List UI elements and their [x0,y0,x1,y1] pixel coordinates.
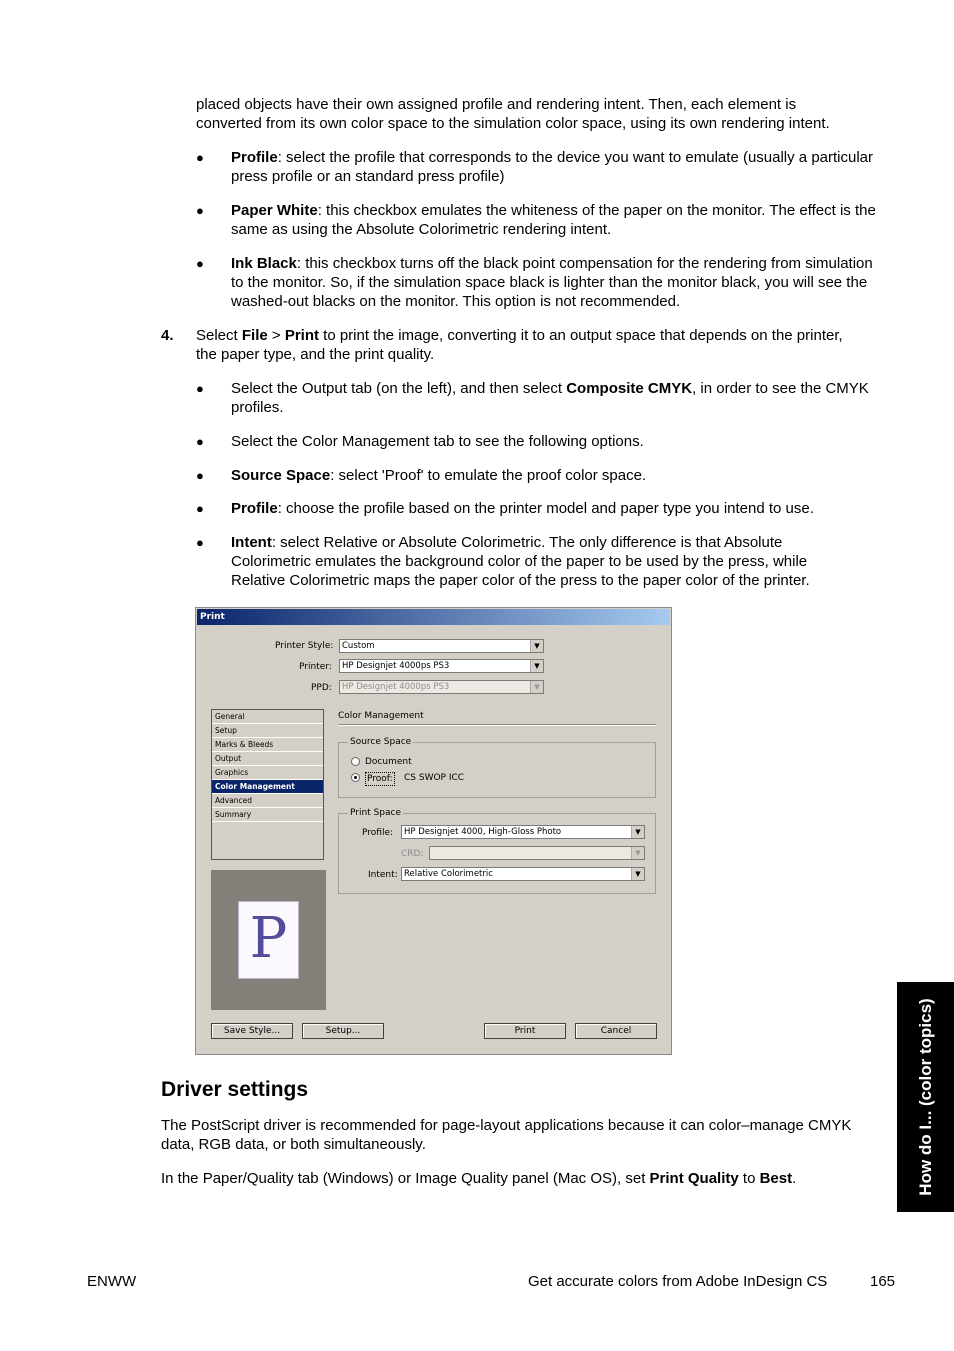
intent-dropdown[interactable]: Relative Colorimetric ▼ [401,867,645,881]
bullet-output-tab: Select the Output tab (on the left), and then select Composite CMYK, in order to see the CMYK profiles. [231,380,869,416]
nav-item-marks-bleeds[interactable]: Marks & Bleeds [212,738,323,752]
nav-item-advanced[interactable]: Advanced [212,794,323,808]
preview-page: P [238,901,299,979]
chevron-down-icon: ▼ [631,847,644,859]
bullet-dot: ● [196,150,204,165]
bullet-dot: ● [196,203,204,218]
bullet-profile: Profile: select the profile that corresponds to the device you want to emulate (usually a particular press profile or an standard press profile) [231,149,874,185]
radio-document[interactable] [351,757,360,766]
radio-proof-label: Proof: [367,774,393,784]
print-button[interactable]: Print [484,1023,566,1039]
bullet-profile-choose: Profile: choose the profile based on the printer model and paper type you intend to use. [231,500,814,517]
print-space-group [338,808,656,894]
bullet-dot: ● [196,256,204,271]
save-style-button[interactable]: Save Style... [211,1023,293,1039]
ppd-label: PPD: [311,683,332,693]
print-space-title: Print Space [350,808,401,818]
bullet-dot: ● [196,468,204,483]
chevron-down-icon: ▼ [530,640,543,652]
nav-item-graphics[interactable]: Graphics [212,766,323,780]
page-number: 165 [870,1273,896,1290]
step-4-text: Select File > Print to print the image, converting it to an output space that depends on the printer, the paper type, and the print quality. [196,327,843,363]
section-divider [338,724,656,726]
profile-dropdown[interactable]: HP Designjet 4000, High-Gloss Photo ▼ [401,825,645,839]
bullet-dot: ● [196,381,204,396]
bullet-intent: Intent: select Relative or Absolute Colorimetric. The only difference is that Absolute Colorimetric emulates the background color of the paper to be used by the press, while Relative Colorimetric maps the paper color of the press to the paper color of the printer. [231,534,810,589]
source-space-group [338,737,656,798]
print-dialog [195,607,672,1055]
chevron-down-icon: ▼ [631,868,644,880]
chevron-down-icon: ▼ [530,681,543,693]
bullet-dot: ● [196,501,204,516]
dialog-title: Print [197,609,670,625]
nav-item-color-management[interactable]: Color Management [212,780,323,794]
nav-item-setup[interactable]: Setup [212,724,323,738]
printer-label: Printer: [299,662,332,672]
cancel-button[interactable]: Cancel [575,1023,657,1039]
radio-document-label: Document [365,757,412,767]
section-heading: Driver settings [161,1078,309,1101]
source-space-title: Source Space [350,737,412,747]
section-title: Color Management [338,711,424,721]
bullet-color-mgmt-tab: Select the Color Management tab to see the following options. [231,433,644,450]
printer-dropdown[interactable]: HP Designjet 4000ps PS3 ▼ [339,659,544,673]
step-number: 4. [161,327,174,344]
nav-item-general[interactable]: General [212,710,323,724]
proof-profile-name: CS SWOP ICC [404,773,465,783]
printer-style-dropdown[interactable]: Custom ▼ [339,639,544,653]
nav-item-summary[interactable]: Summary [212,808,323,822]
category-list [211,709,324,860]
driver-para-2: In the Paper/Quality tab (Windows) or Image Quality panel (Mac OS), set Print Quality to Best. [161,1170,797,1187]
bullet-ink-black: Ink Black: this checkbox turns off the black point compensation for the rendering from simulation to the monitor. So, if the simulation space black is lighter than the monitor black, you will see the washed-out blacks on the monitor. This option is not recommended. [231,255,873,310]
intro-line-2: converted from its own color space to the simulation color space, using its own rendering intent. [196,115,830,132]
chevron-down-icon: ▼ [530,660,543,672]
setup-button[interactable]: Setup... [302,1023,384,1039]
chevron-down-icon: ▼ [631,826,644,838]
profile-label: Profile: [362,828,394,838]
intent-label: Intent: [368,870,398,880]
crd-label: CRD: [401,849,424,859]
intro-line-1: placed objects have their own assigned profile and rendering intent. Then, each element is [196,96,797,113]
crd-dropdown[interactable] [429,846,645,860]
nav-item-output[interactable]: Output [212,752,323,766]
side-tab-label: How do I... (color topics) [915,998,935,1196]
footer-title: Get accurate colors from Adobe InDesign CS [528,1273,828,1290]
radio-proof[interactable] [351,773,360,782]
driver-para-1: The PostScript driver is recommended for page-layout applications because it can color–manage CMYK data, RGB data, or both simultaneously. [161,1117,852,1153]
bullet-dot: ● [196,535,204,550]
ppd-dropdown[interactable]: HP Designjet 4000ps PS3 ▼ [339,680,544,694]
bullet-dot: ● [196,434,204,449]
printer-style-label: Printer Style: [275,641,334,651]
chapter-side-tab [897,982,954,1212]
page-preview [211,870,326,1010]
bullet-paper-white: Paper White: this checkbox emulates the whiteness of the paper on the monitor. The effect is the same as using the Absolute Colorimetric rendering intent. [231,202,876,238]
bullet-source-space: Source Space: select 'Proof' to emulate the proof color space. [231,467,647,484]
footer-left: ENWW [87,1273,137,1290]
